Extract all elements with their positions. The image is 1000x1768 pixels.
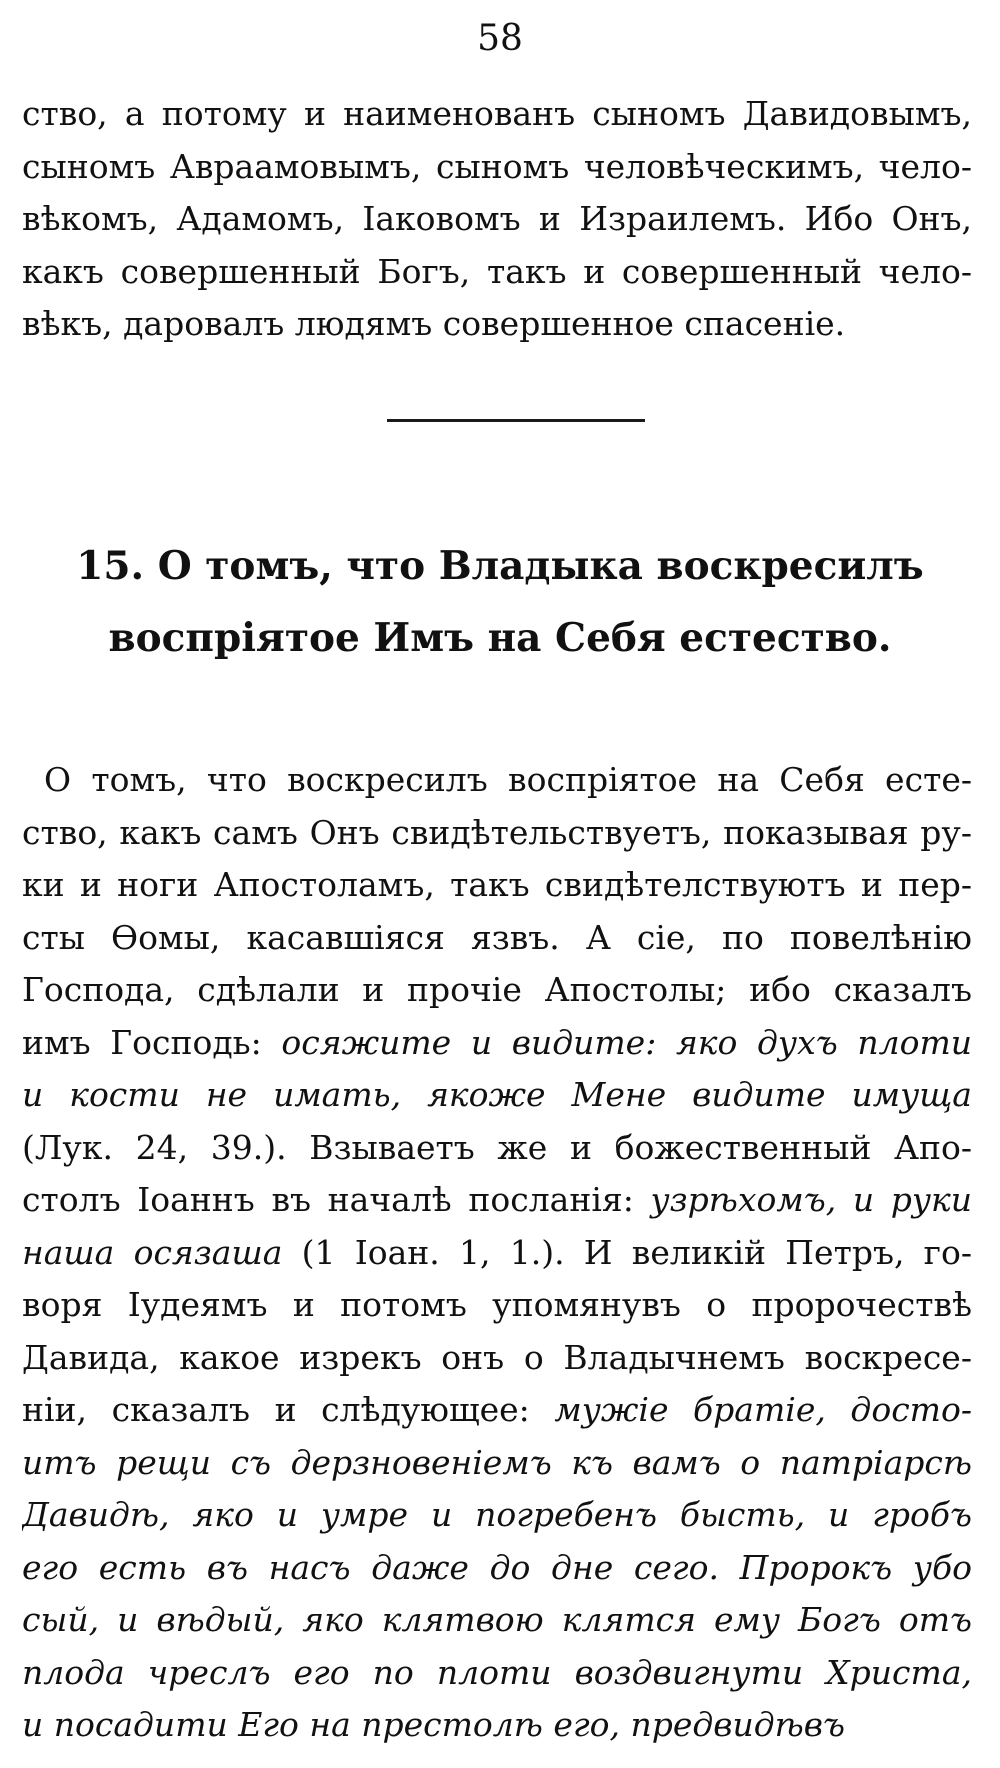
text-line [22, 1122, 972, 1175]
text-segment: ки и ноги Апостоламъ, такъ свидѣтелствуютъ и пер- [22, 865, 972, 904]
text-segment: ство, какъ самъ Онъ свидѣтельствуетъ, показывая ру- [22, 812, 972, 852]
text-line [22, 1489, 972, 1542]
italic-quote-segment: узрѣхомъ, и руки [650, 1180, 972, 1219]
intro-paragraph [22, 88, 972, 351]
text-line [22, 1174, 972, 1227]
heading-line-2: воспріятое Имъ на Себя естество. [108, 615, 892, 661]
italic-quote-segment: плода чреслъ его по плоти воздвигнути Христа, [22, 1652, 972, 1692]
section-heading [30, 530, 970, 674]
italic-quote-segment: наша осязаша [22, 1232, 283, 1272]
text-line [22, 912, 972, 965]
text-line [22, 1437, 972, 1490]
italic-quote-segment: Давидѣ, яко и умре и погребенъ бысть, и гробъ [22, 1495, 972, 1534]
italic-quote-segment: его есть въ насъ даже до дне сего. Пророкъ убо [22, 1547, 972, 1587]
text-line [22, 1332, 972, 1385]
text-line [22, 1279, 972, 1332]
text-line [22, 859, 972, 912]
text-line [22, 1069, 972, 1122]
text-segment: имъ Господь: [22, 1022, 282, 1062]
italic-quote-segment: и посадити Его на престолѣ его, предвидѣвъ [22, 1705, 845, 1744]
text-line: вѣкомъ, Адамомъ, Іаковомъ и Израилемъ. Ибо Онъ, [22, 199, 972, 238]
text-line: сыномъ Авраамовымъ, сыномъ человѣческимъ, чело- [22, 146, 972, 186]
text-line [22, 964, 972, 1017]
text-line [22, 1699, 972, 1752]
text-segment: О томъ, что воскресилъ воспріятое на Себя есте- [44, 760, 972, 799]
text-segment: сты Ѳомы, касавшіяся язвъ. А сіе, по повелѣнію [22, 917, 972, 957]
text-segment: воря Іудеямъ и потомъ упомянувъ о пророчествѣ [22, 1285, 972, 1324]
italic-quote-segment: осяжите и видите: яко духъ плоти [281, 1022, 972, 1062]
section-divider [387, 419, 645, 422]
page-number: 58 [477, 18, 523, 59]
text-line [22, 807, 972, 860]
text-line [22, 1594, 972, 1647]
text-segment: (1 Іоан. 1, 1.). И великій Петръ, го- [282, 1232, 972, 1272]
text-segment: Господа, сдѣлали и прочіе Апостолы; ибо сказалъ [22, 970, 972, 1009]
text-line [22, 1542, 972, 1595]
text-line [22, 1384, 972, 1437]
body-paragraph [22, 754, 972, 1752]
text-line [22, 1017, 972, 1070]
text-line [22, 1647, 972, 1700]
text-segment: (Лук. 24, 39.). Взываетъ же и божественный Апо- [22, 1127, 972, 1167]
italic-quote-segment: мужіе братіе, досто- [554, 1390, 972, 1429]
text-line [22, 1227, 972, 1280]
text-line: ство, а потому и наименованъ сыномъ Давидовымъ, [22, 94, 972, 133]
italic-quote-segment: сый, и вѣдый, яко клятвою клятся ему Богъ отъ [22, 1600, 972, 1639]
text-line: какъ совершенный Богъ, такъ и совершенный чело- [22, 251, 972, 291]
text-segment: столъ Іоаннъ въ началѣ посланія: [22, 1180, 651, 1219]
italic-quote-segment: итъ рещи съ дерзновеніемъ къ вамъ о патріарсѣ [22, 1442, 972, 1482]
text-segment: Давида, какое изрекъ онъ о Владычнемъ воскресе- [22, 1337, 972, 1377]
italic-quote-segment: и кости не имать, якоже Мене видите имуща [22, 1075, 972, 1114]
text-segment: ніи, сказалъ и слѣдующее: [22, 1390, 555, 1429]
text-line [22, 754, 972, 807]
heading-line-1: 15. О томъ, что Владыка воскресилъ [76, 543, 924, 589]
text-line: вѣкъ, даровалъ людямъ совершенное спасеніе. [22, 304, 846, 343]
